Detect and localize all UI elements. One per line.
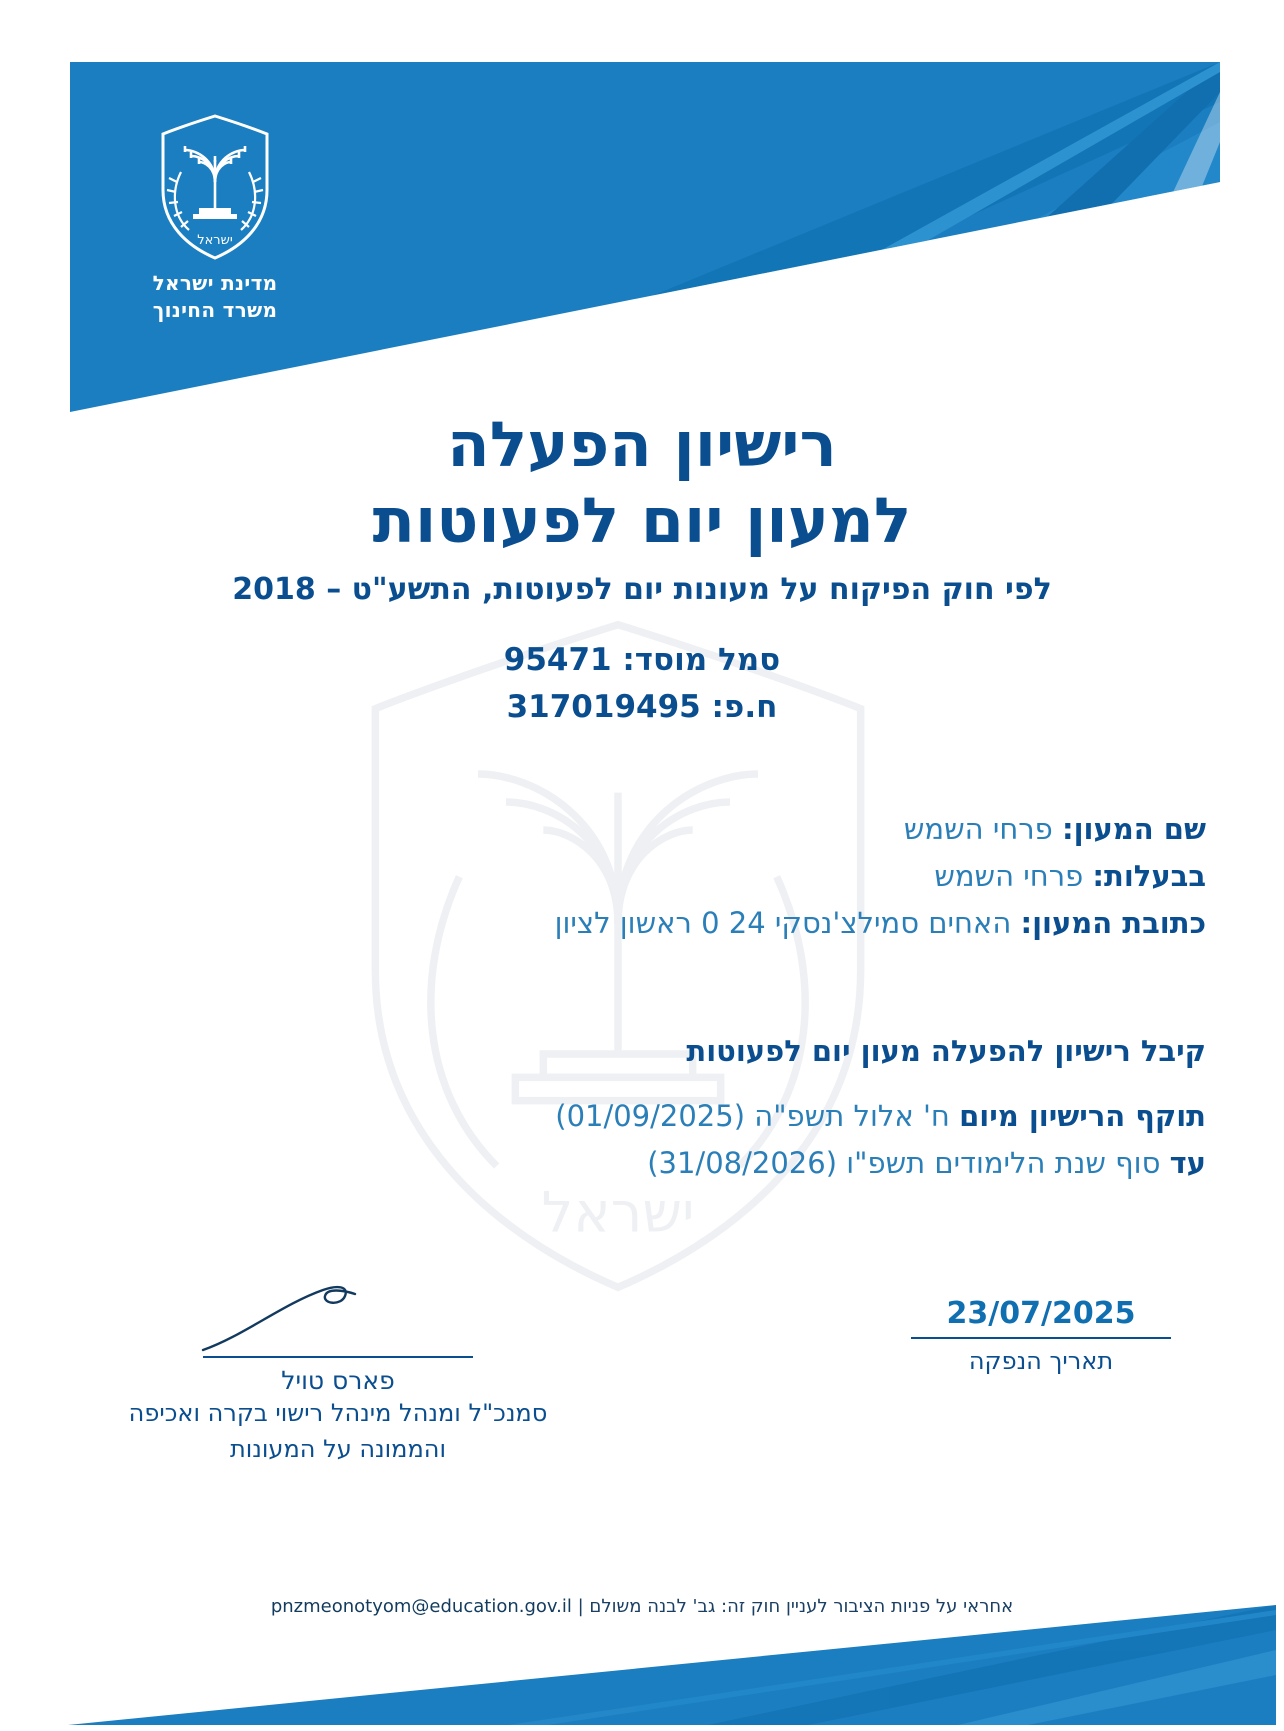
detail-row-name [78, 806, 1206, 853]
company-id-row [8, 684, 1276, 731]
valid-to-label: עד [1169, 1145, 1206, 1180]
valid-from-row [78, 1093, 1206, 1140]
institution-symbol-label: סמל מוסד: [622, 642, 781, 679]
detail-value-address: האחים סמילצ'נסקי 24 0 ראשון לציון [554, 905, 1012, 940]
detail-row-address [78, 900, 1206, 947]
footer-graphic [8, 1510, 1276, 1725]
detail-label-owner: בבעלות: [1092, 858, 1206, 893]
law-reference: לפי חוק הפיקוח על מעונות יום לפעוטות, התשע"ט – 2018 [232, 572, 1052, 608]
signer-role-line1: סמנכ"ל ומנהל מינהל רישוי בקרה ואכיפה [128, 1399, 548, 1427]
grant-heading: קיבל רישיון להפעלה מעון יום לפעוטות [686, 1034, 1206, 1068]
valid-from-value: ח' אלול תשפ"ה (01/09/2025) [555, 1098, 950, 1133]
valid-to-row [78, 1140, 1206, 1187]
emblem-label [130, 270, 300, 324]
valid-to-value: סוף שנת הלימודים תשפ"ו (31/08/2026) [647, 1145, 1161, 1180]
daycare-details [78, 806, 1206, 947]
israel-emblem-icon [155, 112, 275, 262]
emblem-label-state: מדינת ישראל [152, 271, 278, 295]
header-banner [70, 62, 1220, 412]
footer-email[interactable]: pnzmeonotyom@education.gov.il [270, 1596, 572, 1617]
svg-text:ישראל: ישראל [197, 233, 233, 248]
detail-value-owner: פרחי השמש [934, 858, 1084, 893]
signer-name: פארס טויל [281, 1366, 395, 1395]
issue-date-rule [911, 1337, 1171, 1339]
identifiers-block [8, 637, 1276, 730]
footer-note-text: אחראי על פניות הציבור לעניין חוק זה: גב' לבנה משולם | [577, 1596, 1014, 1617]
issue-date-block [876, 1296, 1206, 1375]
signature-block [98, 1276, 578, 1466]
footer-banner [8, 1510, 1276, 1725]
page-title: רישיון הפעלה [447, 408, 837, 481]
svg-text:ישראל: ישראל [541, 1180, 695, 1246]
ministry-emblem-block [130, 112, 300, 324]
signature-rule [203, 1356, 473, 1358]
company-id-label: ח.פ: [711, 688, 778, 725]
valid-from-label: תוקף הרישיון מיום [959, 1098, 1206, 1133]
detail-label-name: שם המעון: [1061, 812, 1206, 846]
page-subtitle-main: למעון יום לפעוטות [372, 484, 912, 558]
certificate-sheet [8, 6, 1276, 1725]
institution-symbol-row [8, 637, 1276, 684]
detail-label-address: כתובת המעון: [1020, 905, 1206, 940]
detail-row-owner [78, 853, 1206, 900]
footer-note [8, 1596, 1276, 1617]
institution-symbol-value: 95471 [503, 642, 612, 679]
detail-value-name: פרחי השמש [903, 812, 1053, 846]
company-id-value: 317019495 [506, 688, 701, 725]
issue-date-value: 23/07/2025 [946, 1296, 1136, 1331]
signature-icon [98, 1276, 578, 1356]
emblem-label-ministry: משרד החינוך [152, 298, 278, 322]
issue-date-label: תאריך הנפקה [968, 1347, 1114, 1375]
signer-role-line2: והממונה על המעונות [229, 1434, 447, 1463]
title-block [8, 408, 1276, 730]
license-grant-block [78, 1028, 1206, 1187]
